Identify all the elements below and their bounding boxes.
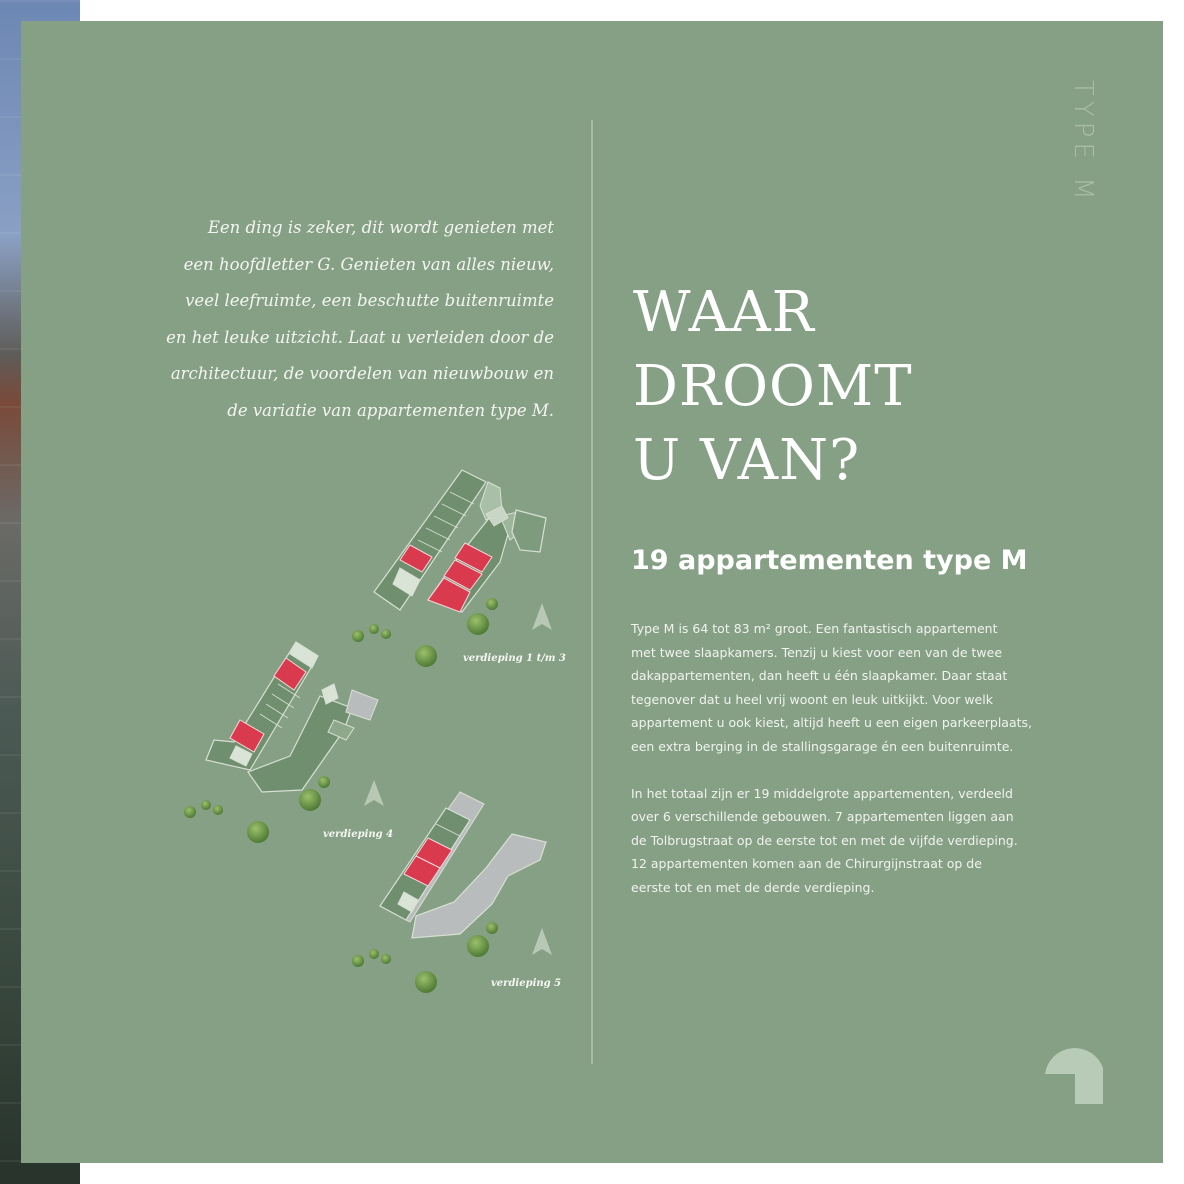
intro-line: architectuur, de voordelen van nieuwbouw en <box>170 364 554 384</box>
body-line: dakappartementen, dan heeft u één slaapkamer. Daar staat <box>631 668 1008 683</box>
body-line: appartement u ook kiest, altijd heeft u een eigen parkeerplaats, <box>631 715 1033 730</box>
floor-plan-3 <box>380 792 546 938</box>
body-text <box>631 617 1051 899</box>
tree-icon <box>369 949 379 959</box>
paragraph-gap <box>631 758 1051 782</box>
floor-label-3: verdieping 5 <box>491 978 562 989</box>
tree-icon <box>352 955 364 967</box>
tree-icon <box>213 805 223 815</box>
intro-line: veel leefruimte, een beschutte buitenruimte <box>185 291 554 311</box>
headline-line: U VAN? <box>633 428 861 493</box>
body-line: over 6 verschillende gebouwen. 7 appartementen liggen aan <box>631 809 1014 824</box>
body-line: 12 appartementen komen aan de Chirurgijnstraat op de <box>631 856 982 871</box>
subheading: 19 appartementen type M <box>631 545 1028 576</box>
body-line: tegenover dat u heel vrij woont en leuk uitkijkt. Voor welk <box>631 691 993 707</box>
body-line: Type M is 64 tot 83 m² groot. Een fantastisch appartement <box>631 621 998 636</box>
headline-line: DROOMT <box>633 354 913 419</box>
intro-line: en het leuke uitzicht. Laat u verleiden door de <box>166 327 554 347</box>
tree-icon <box>381 629 391 639</box>
body-line: met twee slaapkamers. Tenzij u kiest voor een van de twee <box>631 644 1003 660</box>
tree-icon <box>369 624 379 634</box>
headline-line: WAAR <box>633 280 815 345</box>
north-arrow-icon <box>532 928 552 955</box>
tree-icon <box>486 922 498 934</box>
north-arrow-icon <box>364 780 384 806</box>
tree-icon <box>467 935 489 957</box>
tree-icon <box>299 789 321 811</box>
tree-icon <box>415 971 437 993</box>
tree-icon <box>352 630 364 642</box>
floor-plans <box>0 0 600 1100</box>
tree-icon <box>247 821 269 843</box>
intro-line: de variatie van appartementen type M. <box>227 400 554 420</box>
body-line: de Tolbrugstraat op de eerste tot en met de vijfde verdieping. <box>631 832 1018 848</box>
body-line: een extra berging in de stallingsgarage én een buitenruimte. <box>631 738 1014 754</box>
side-label: TYPE M <box>1068 80 1098 205</box>
headline <box>633 276 913 498</box>
intro-line: Een ding is zeker, dit wordt genieten met <box>207 218 554 237</box>
body-line: In het totaal zijn er 19 middelgrote appartementen, verdeeld <box>631 785 1013 801</box>
north-arrow-icon <box>532 603 552 630</box>
intro-line: een hoofdletter G. Genieten van alles nieuw, <box>183 254 554 274</box>
floor-label-1: verdieping 1 t/m 3 <box>463 653 566 664</box>
brand-logo-icon <box>1043 1036 1105 1106</box>
tree-icon <box>201 800 211 810</box>
body-line: eerste tot en met de derde verdieping. <box>631 879 875 895</box>
tree-icon <box>381 954 391 964</box>
tree-icon <box>318 776 330 788</box>
tree-icon <box>467 613 489 635</box>
floor-label-2: verdieping 4 <box>323 829 394 840</box>
tree-icon <box>184 806 196 818</box>
floor-plan-2 <box>206 642 378 792</box>
floor-plan-1 <box>374 470 546 612</box>
tree-icon <box>486 598 498 610</box>
tree-icon <box>415 645 437 667</box>
